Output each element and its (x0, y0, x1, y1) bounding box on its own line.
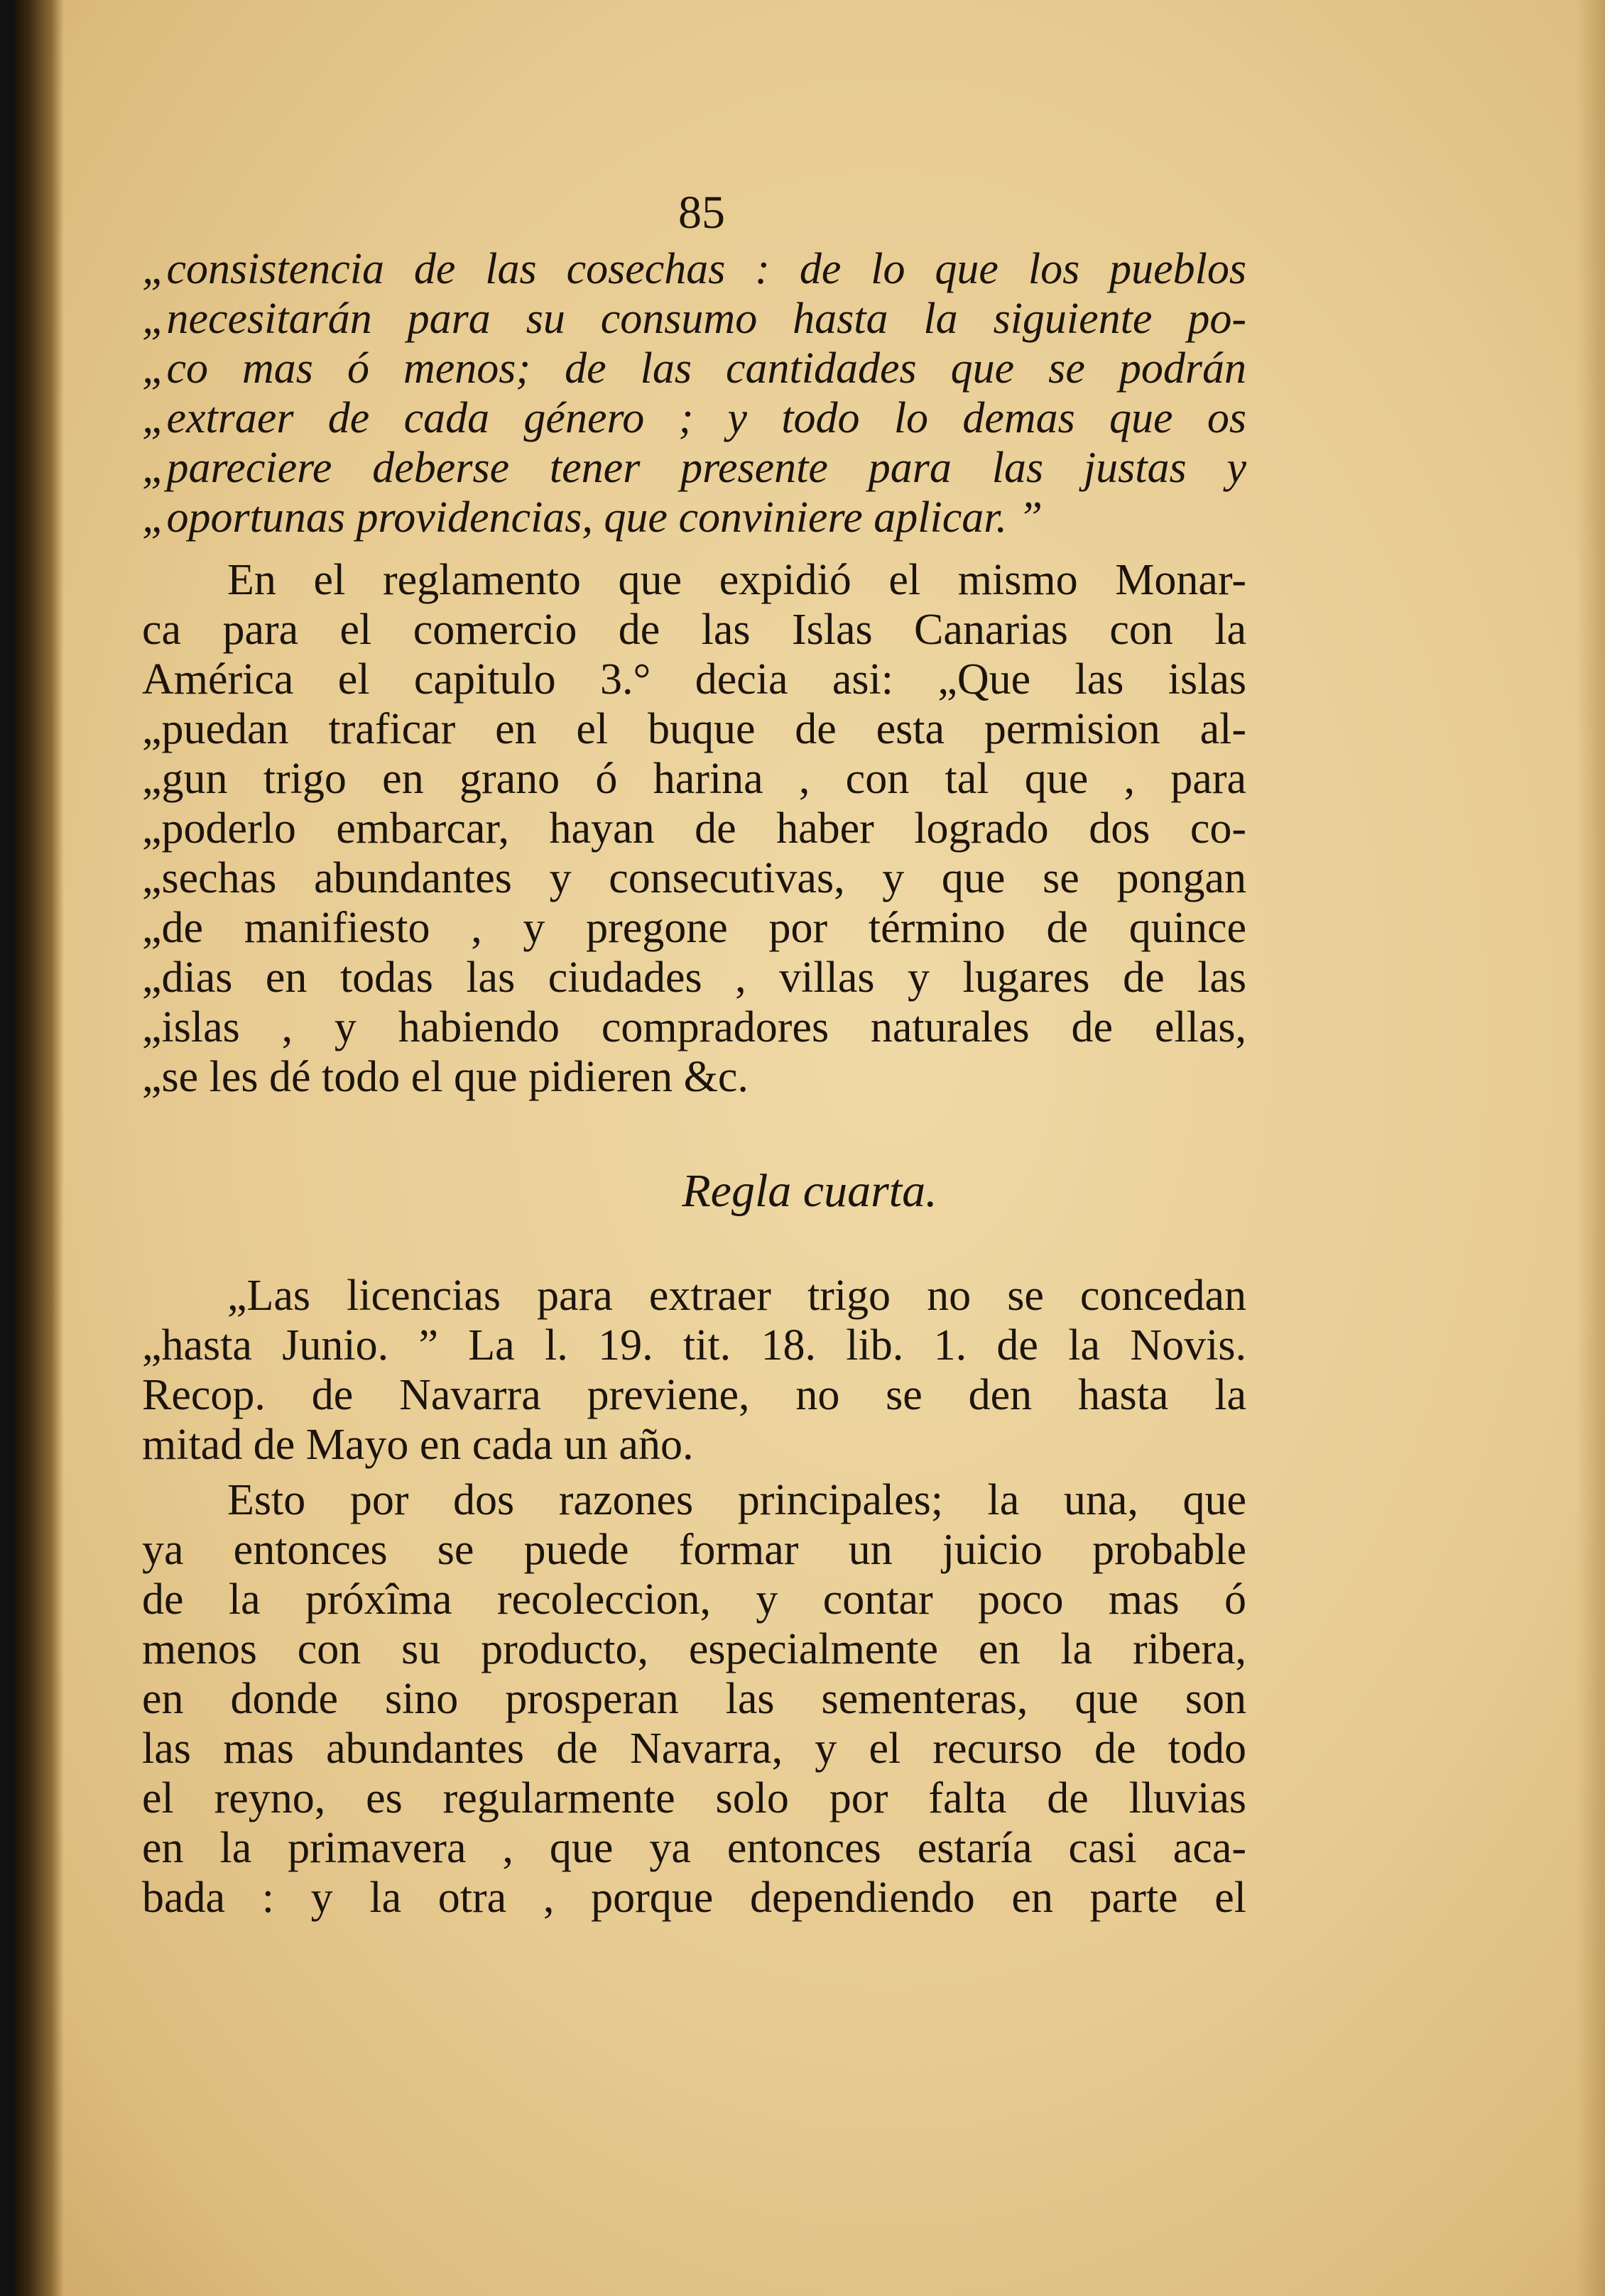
text-line: en donde sino prosperan las sementeras, que son (142, 1675, 1246, 1723)
text-line: ca para el comercio de las Islas Canarias con la (142, 606, 1246, 654)
text-line: Recop. de Navarra previene, no se den hasta la (142, 1371, 1246, 1419)
book-page (14, 0, 1605, 2296)
text-line: „se les dé todo el que pidieren &c. (142, 1053, 749, 1101)
text-line: las mas abundantes de Navarra, y el recurso de todo (142, 1724, 1246, 1773)
text-line: mitad de Mayo en cada un año. (142, 1421, 694, 1469)
section-heading: Regla cuarta. (682, 1165, 937, 1217)
text-line: América el capitulo 3.° decia asi: „Que las islas (142, 655, 1246, 704)
text-line: menos con su producto, especialmente en la ribera, (142, 1625, 1246, 1673)
text-line: Esto por dos razones principales; la una, que (227, 1476, 1246, 1524)
text-line: „extraer de cada género ; y todo lo demas que os (142, 394, 1246, 442)
page-edge-shadow (1577, 0, 1605, 2296)
text-line: „sechas abundantes y consecutivas, y que se pongan (142, 854, 1246, 902)
text-line: en la primavera , que ya entonces estaría casi aca- (142, 1824, 1246, 1872)
text-line: „puedan traficar en el buque de esta permision al- (142, 705, 1246, 753)
text-line: „de manifiesto , y pregone por término de quince (142, 904, 1246, 952)
text-line: „gun trigo en grano ó harina , con tal que , para (142, 755, 1246, 803)
text-line: „pareciere deberse tener presente para las justas y (142, 444, 1246, 492)
text-line: de la próxîma recoleccion, y contar poco mas ó (142, 1575, 1246, 1624)
text-line: „dias en todas las ciudades , villas y lugares de las (142, 953, 1246, 1002)
text-line: „co mas ó menos; de las cantidades que se podrán (142, 344, 1246, 393)
text-line: „necesitarán para su consumo hasta la siguiente po- (142, 295, 1246, 343)
text-line: bada : y la otra , porque dependiendo en parte el (142, 1874, 1246, 1922)
text-line: „islas , y habiendo compradores naturales de ellas, (142, 1003, 1246, 1051)
text-line: En el reglamento que expidió el mismo Monar- (227, 556, 1246, 604)
text-line: „consistencia de las cosechas : de lo que los pueblos (142, 245, 1246, 293)
text-line: „hasta Junio. ” La l. 19. tit. 18. lib. 1. de la Novis. (142, 1321, 1246, 1370)
text-line: el reyno, es regularmente solo por falta de lluvias (142, 1774, 1246, 1822)
book-spine-shadow (14, 0, 64, 2296)
text-line: „Las licencias para extraer trigo no se concedan (227, 1272, 1246, 1320)
text-line: „oportunas providencias, que conviniere aplicar. ” (142, 493, 1043, 542)
text-line: „poderlo embarcar, hayan de haber logrado dos co- (142, 804, 1246, 853)
page-number: 85 (678, 187, 725, 239)
text-line: ya entonces se puede formar un juicio probable (142, 1526, 1246, 1574)
